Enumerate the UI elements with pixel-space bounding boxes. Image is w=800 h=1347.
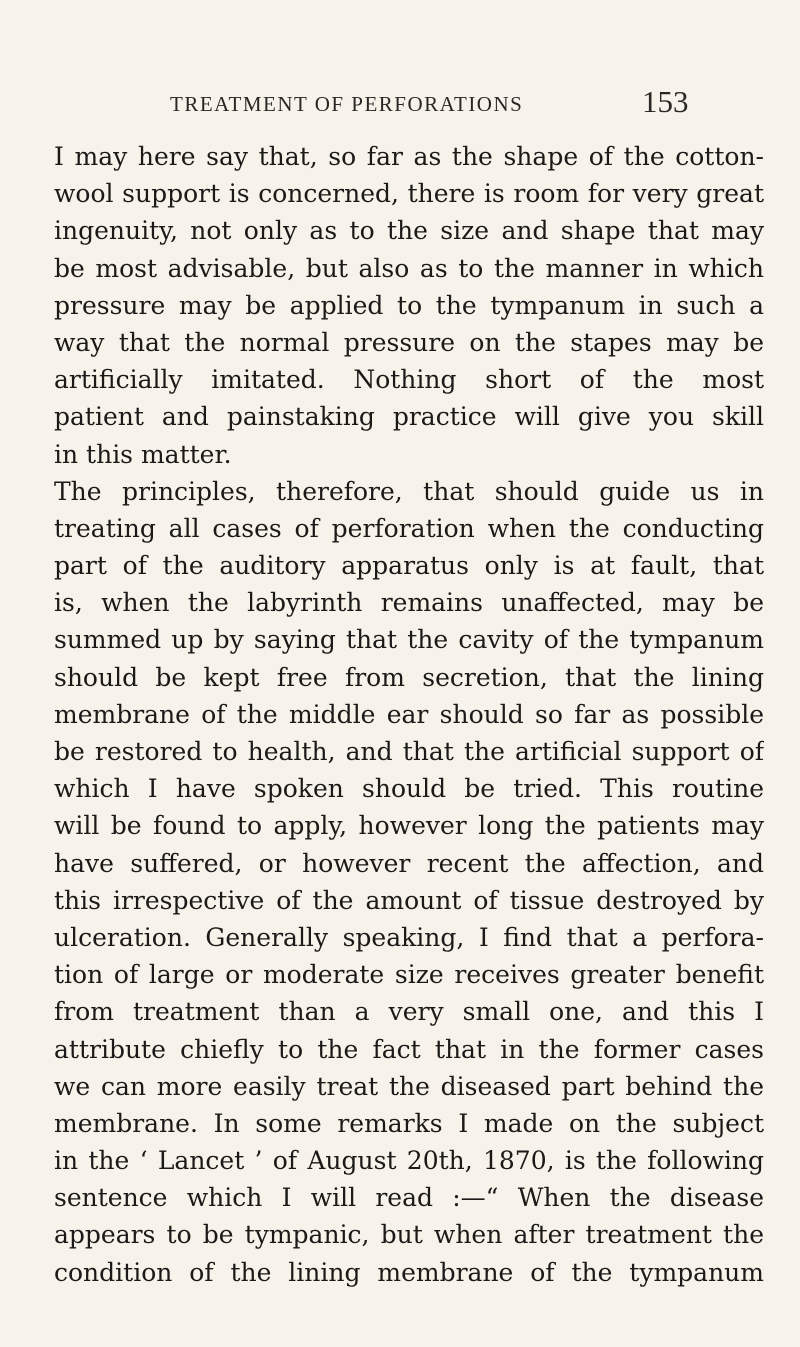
text-line: we can more easily treat the diseased part behind the xyxy=(54,1071,764,1101)
text-line: The principles, therefore, that should guide us in xyxy=(54,476,764,506)
text-line: patient and painstaking practice will give you skill xyxy=(54,402,764,432)
text-line: is, when the labyrinth remains unaffected, may be xyxy=(54,588,764,618)
text-line: attribute chiefly to the fact that in the former cases xyxy=(54,1034,764,1064)
text-line: artificially imitated. Nothing short of the most xyxy=(54,365,764,395)
text-line: part of the auditory apparatus only is at fault, that xyxy=(54,551,764,581)
text-line: ingenuity, not only as to the size and shape that may xyxy=(54,216,764,246)
text-line: treating all cases of perforation when the conducting xyxy=(54,513,764,543)
body-text xyxy=(54,138,764,1291)
text-line: have suffered, or however recent the affection, and xyxy=(54,848,764,878)
text-line: condition of the lining membrane of the tympanum xyxy=(54,1257,764,1287)
text-line: in this matter. xyxy=(54,439,232,469)
text-line: pressure may be applied to the tympanum in such a xyxy=(54,290,764,320)
text-line: in the ‘ Lancet ’ of August 20th, 1870, is the following xyxy=(54,1146,764,1176)
text-line: appears to be tympanic, but when after treatment the xyxy=(54,1220,764,1250)
text-line: way that the normal pressure on the stapes may be xyxy=(54,327,764,357)
text-line: sentence which I will read :—“ When the disease xyxy=(54,1183,764,1213)
page-number: 153 xyxy=(642,84,689,119)
text-line: this irrespective of the amount of tissue destroyed by xyxy=(54,885,764,915)
text-line: tion of large or moderate size receives greater benefit xyxy=(54,960,764,990)
running-head: TREATMENT OF PERFORATIONS xyxy=(170,92,524,116)
text-line: membrane of the middle ear should so far as possible xyxy=(54,699,764,729)
text-line: ulceration. Generally speaking, I find that a perfora- xyxy=(54,922,764,952)
text-line: should be kept free from secretion, that the lining xyxy=(54,662,764,692)
text-line: which I have spoken should be tried. This routine xyxy=(54,774,764,804)
text-line: summed up by saying that the cavity of the tympanum xyxy=(54,625,764,655)
text-line: be most advisable, but also as to the manner in which xyxy=(54,253,764,283)
text-line: wool support is concerned, there is room for very great xyxy=(54,179,764,209)
text-line: be restored to health, and that the artificial support of xyxy=(54,737,764,766)
text-line: will be found to apply, however long the patients may xyxy=(54,811,764,841)
text-line: I may here say that, so far as the shape of the cotton- xyxy=(54,142,764,171)
text-line: membrane. In some remarks I made on the subject xyxy=(54,1108,764,1138)
text-line: from treatment than a very small one, and this I xyxy=(54,997,764,1027)
